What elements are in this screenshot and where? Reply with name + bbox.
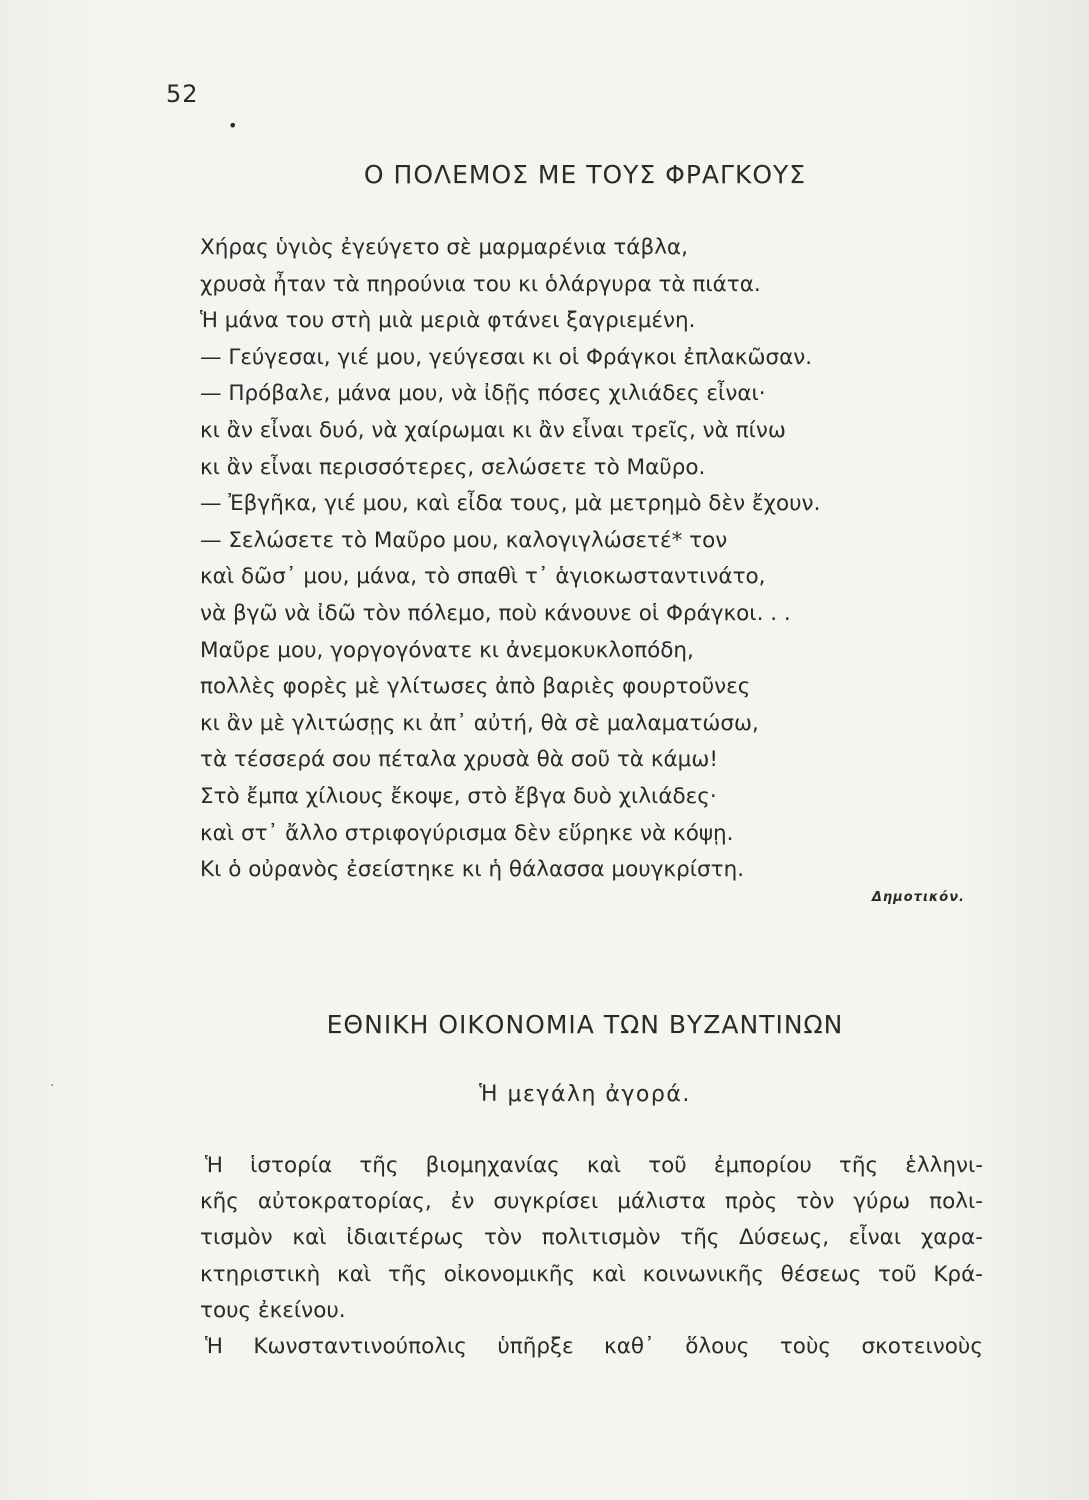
poem-line: κι ἂν εἶναι δυό, νὰ χαίρωμαι κι ἂν εἶναι τρεῖς, νὰ πίνω — [200, 417, 786, 443]
prose-line: Ἡ Κωνσταντινούπολις ὑπῆρξε καθ᾽ ὅλους τοὺς σκοτεινοὺς — [205, 1334, 983, 1360]
poem-line: τὰ τέσσερά σου πέταλα χρυσὰ θὰ σοῦ τὰ κάμω! — [200, 747, 718, 773]
poem-line: Κι ὁ οὐρανὸς ἐσείστηκε κι ἡ θάλασσα μουγκρίστη. — [200, 857, 745, 883]
poem-line: — Ἐβγῆκα, γιέ μου, καὶ εἶδα τους, μὰ μετρημὸ δὲν ἔχουν. — [200, 491, 821, 517]
prose-line: κτηριστικὴ καὶ τῆς οἰκονομικῆς καὶ κοινωνικῆς θέσεως τοῦ Κρά- — [200, 1261, 983, 1287]
poem-line: Χήρας ὑγιὸς ἐγεύγετο σὲ μαρμαρένια τάβλα, — [200, 235, 688, 260]
prose-line: τισμὸν καὶ ἰδιαιτέρως τὸν πολιτισμὸν τῆς Δύσεως, εἶναι χαρα- — [200, 1225, 983, 1251]
print-speck: · — [50, 1078, 55, 1094]
poem-line: Μαῦρε μου, γοργογόνατε κι ἀνεμοκυκλοπόδη, — [200, 637, 694, 663]
poem-line: κι ἂν μὲ γλιτώσῃς κι ἀπ᾽ αὐτή, θὰ σὲ μαλαματώσω, — [200, 710, 759, 736]
poem-attribution: Δημοτικόν. — [871, 890, 965, 905]
poem-line: — Πρόβαλε, μάνα μου, νὰ ἰδῇς πόσες χιλιάδες εἶναι· — [200, 381, 766, 407]
poem-line: κι ἂν εἶναι περισσότερες, σελώσετε τὸ Μαῦρο. — [200, 454, 706, 480]
poem-line: Στὸ ἔμπα χίλιους ἔκοψε, στὸ ἔβγα δυὸ χιλιάδες· — [200, 783, 717, 809]
page-number: 52 — [166, 80, 199, 108]
poem-line: — Γεύγεσαι, γιέ μου, γεύγεσαι κι οἱ Φράγκοι ἐπλακῶσαν. — [200, 344, 813, 370]
poem-line: — Σελώσετε τὸ Μαῦρο μου, καλογιγλώσετέ* τον — [200, 527, 728, 553]
chapter-subtitle: Ἡ μεγάλη ἀγορά. — [479, 1082, 691, 1107]
poem-line: Ἡ μάνα του στὴ μιὰ μεριὰ φτάνει ξαγριεμένη. — [200, 308, 696, 334]
prose-line: κῆς αὐτοκρατορίας, ἐν συγκρίσει μάλιστα πρὸς τὸν γύρω πολι- — [200, 1189, 983, 1215]
prose-line: Ἡ ἱστορία τῆς βιομηχανίας καὶ τοῦ ἐμπορίου τῆς ἑλληνι- — [205, 1153, 983, 1178]
chapter-title: ΕΘΝΙΚΗ ΟΙΚΟΝΟΜΙΑ ΤΩΝ ΒΥΖΑΝΤΙΝΩΝ — [326, 1010, 844, 1039]
poem-line: καὶ δῶσ᾽ μου, μάνα, τὸ σπαθὶ τ᾽ ἁγιοκωσταντινάτο, — [200, 564, 766, 590]
poem-body — [200, 230, 1000, 889]
print-speck: • — [228, 116, 238, 135]
prose-line: τους ἐκείνου. — [200, 1297, 346, 1323]
poem-line: πολλὲς φορὲς μὲ γλίτωσες ἀπὸ βαριὲς φουρτοῦνες — [200, 674, 751, 700]
poem-line: χρυσὰ ἦταν τὰ πηρούνια του κι ὁλάργυρα τὰ πιάτα. — [200, 271, 761, 297]
poem-line: καὶ στ᾽ ἄλλο στριφογύρισμα δὲν εὕρηκε νὰ κόψῃ. — [200, 820, 734, 846]
poem-title: Ο ΠΟΛΕΜΟΣ ΜΕ ΤΟΥΣ ΦΡΑΓΚΟΥΣ — [363, 160, 807, 189]
prose-body — [200, 1148, 983, 1365]
poem-line: νὰ βγῶ νὰ ἰδῶ τὸν πόλεμο, ποὺ κάνουνε οἱ Φράγκοι. . . — [200, 600, 791, 626]
